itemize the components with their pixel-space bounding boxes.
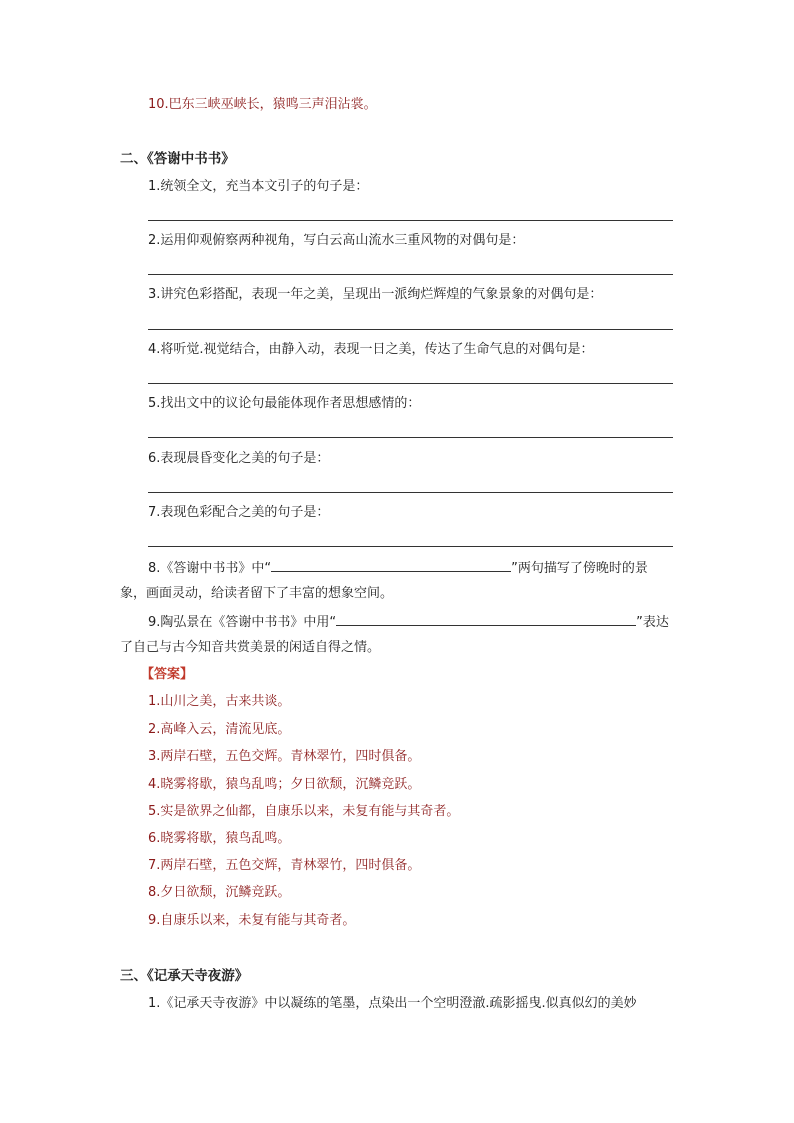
answer-item: 6.晓雾将歇，猿鸟乱鸣。 xyxy=(148,831,291,846)
question-7: 7.表现色彩配合之美的句子是： xyxy=(148,505,330,520)
answer-blank-line-3[interactable] xyxy=(148,329,673,330)
question-8-line-2: 象，画面灵动，给读者留下了丰富的想象空间。 xyxy=(120,586,394,601)
question-9-blank[interactable] xyxy=(336,611,636,626)
answer-blank-line-5[interactable] xyxy=(148,437,673,438)
answer-item: 4.晓雾将歇，猿鸟乱鸣；夕日欲颓，沉鳞竞跃。 xyxy=(148,777,421,792)
answer-item: 3.两岸石壁，五色交辉。青林翠竹，四时俱备。 xyxy=(148,749,421,764)
question-6: 6.表现晨昏变化之美的句子是： xyxy=(148,451,330,466)
section-heading-2: 二、《答谢中书书》 xyxy=(120,151,235,167)
question-9-suffix: ”表达 xyxy=(636,615,669,630)
question-4: 4.将听觉.视觉结合，由静入动，表现一日之美，传达了生命气息的对偶句是： xyxy=(148,342,594,357)
answer-label: 【答案】 xyxy=(141,667,194,682)
question-8-suffix: ”两句描写了傍晚时的景 xyxy=(511,561,648,576)
answer-blank-line-1[interactable] xyxy=(148,220,673,221)
answer-blank-line-2[interactable] xyxy=(148,274,673,275)
answer-item: 9.自康乐以来，未复有能与其奇者。 xyxy=(148,913,356,928)
answer-item: 5.实是欲界之仙都，自康乐以来，未复有能与其奇者。 xyxy=(148,804,460,819)
answer-blank-line-6[interactable] xyxy=(148,492,673,493)
question-8-line-1 xyxy=(148,557,648,579)
question-9-prefix: 9.陶弘景在《答谢中书书》中用“ xyxy=(148,615,337,630)
question-8-blank[interactable] xyxy=(271,557,511,572)
answer-item: 1.山川之美，古来共谈。 xyxy=(148,694,291,709)
section-3-question-1: 1.《记承天寺夜游》中以凝练的笔墨，点染出一个空明澄澈.疏影摇曳.似真似幻的美妙 xyxy=(148,996,637,1011)
answer-blank-line-4[interactable] xyxy=(148,383,673,384)
question-1: 1.统领全文，充当本文引子的句子是： xyxy=(148,179,369,194)
question-8-prefix: 8.《答谢中书书》中“ xyxy=(148,561,272,576)
question-2: 2.运用仰观俯察两种视角，写白云高山流水三重风物的对偶句是： xyxy=(148,233,525,248)
question-9-line-1 xyxy=(148,611,669,633)
answer-blank-line-7[interactable] xyxy=(148,546,673,547)
answer-item-10: 10.巴东三峡巫峡长，猿鸣三声泪沾裳。 xyxy=(148,97,377,112)
answer-item: 7.两岸石壁，五色交辉，青林翠竹，四时俱备。 xyxy=(148,858,421,873)
question-9-line-2: 了自己与古今知音共赏美景的闲适自得之情。 xyxy=(120,640,381,655)
question-3: 3.讲究色彩搭配，表现一年之美，呈现出一派绚烂辉煌的气象景象的对偶句是： xyxy=(148,287,603,302)
answer-item: 2.高峰入云，清流见底。 xyxy=(148,722,291,737)
answer-item: 8.夕日欲颓，沉鳞竞跃。 xyxy=(148,885,291,900)
question-5: 5.找出文中的议论句最能体现作者思想感情的： xyxy=(148,396,421,411)
section-heading-3: 三、《记承天寺夜游》 xyxy=(120,968,249,984)
